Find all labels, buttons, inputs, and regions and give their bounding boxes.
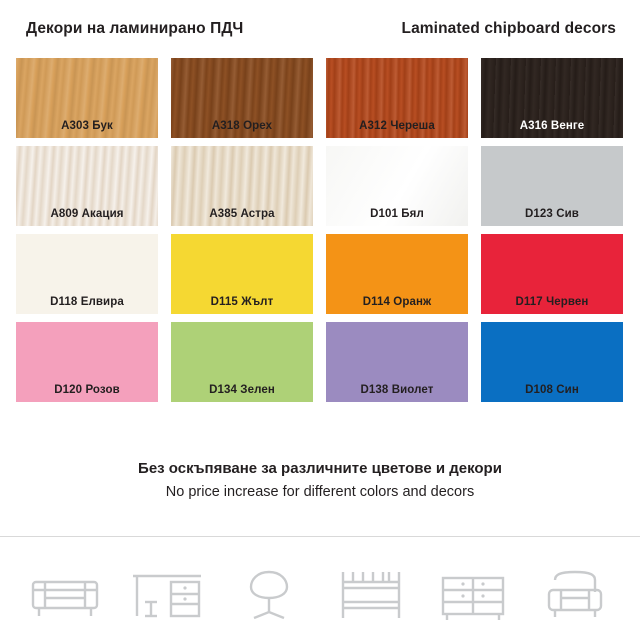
decor-swatch-label: A318 Орех [211, 119, 273, 132]
dresser-icon [429, 552, 517, 624]
decor-swatch-label: D115 Жълт [210, 295, 274, 308]
bunk-bed-icon [327, 552, 415, 624]
decor-swatch[interactable] [326, 146, 468, 226]
armchair-icon [531, 552, 619, 624]
sofa-icon [21, 552, 109, 624]
decor-swatch[interactable] [171, 146, 313, 226]
decor-swatch[interactable] [16, 146, 158, 226]
desk-icon [123, 552, 211, 624]
decor-swatch-grid [16, 58, 624, 402]
decor-swatch-label: D138 Виолет [360, 383, 434, 396]
decor-swatch[interactable] [326, 234, 468, 314]
decor-swatch[interactable] [481, 234, 623, 314]
decor-swatch[interactable] [16, 322, 158, 402]
decor-swatch[interactable] [171, 322, 313, 402]
decor-swatch-label: A316 Венге [519, 119, 585, 132]
price-note-en: No price increase for different colors and decors [165, 483, 475, 500]
furniture-icon-row [0, 552, 640, 624]
page-title-en: Laminated chipboard decors [401, 20, 616, 37]
decor-swatch[interactable] [481, 58, 623, 138]
decor-swatch-label: D117 Червен [515, 295, 589, 308]
decor-swatch[interactable] [16, 234, 158, 314]
decor-swatch-label: D114 Оранж [362, 295, 432, 308]
decor-swatch-label: D134 Зелен [209, 383, 275, 396]
decor-swatch-label: D120 Розов [54, 383, 120, 396]
decor-swatch[interactable] [326, 322, 468, 402]
decor-swatch-label: D123 Сив [525, 207, 579, 220]
decor-swatch[interactable] [16, 58, 158, 138]
decor-swatch[interactable] [326, 58, 468, 138]
decor-swatch[interactable] [171, 234, 313, 314]
decor-swatch-label: A312 Череша [359, 119, 435, 132]
decor-swatch-label: D101 Бял [370, 207, 424, 220]
decor-swatch-label: A809 Акация [50, 207, 124, 220]
page-title-bg: Декори на ламинирано ПДЧ [26, 20, 244, 37]
price-note [0, 458, 640, 504]
decor-swatch-label: D108 Син [525, 383, 579, 396]
decor-swatch-label: D118 Елвира [50, 295, 124, 308]
decor-swatch[interactable] [481, 146, 623, 226]
price-note-bg: Без оскъпяване за различните цветове и декори [138, 460, 502, 477]
footer-divider [0, 536, 640, 537]
office-chair-icon [225, 552, 313, 624]
decor-swatch-label: A385 Астра [209, 207, 275, 220]
decor-swatch[interactable] [481, 322, 623, 402]
headings-row [0, 20, 640, 38]
decor-swatch-label: A303 Бук [61, 119, 113, 132]
decor-swatch[interactable] [171, 58, 313, 138]
